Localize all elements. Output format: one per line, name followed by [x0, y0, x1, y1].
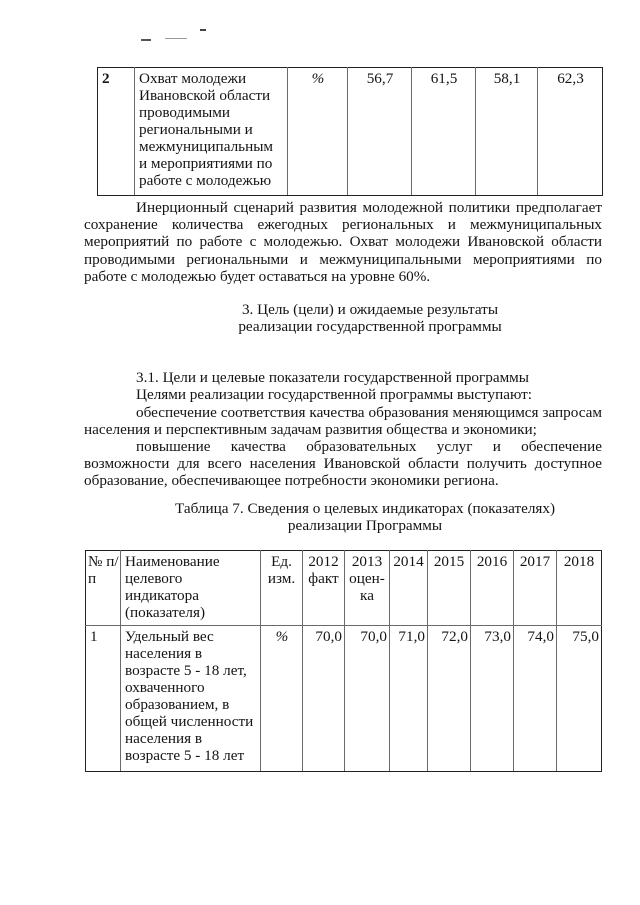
goal-item: обеспечение соответствия качества образования меняющимся запросам населения и перспективным задачам развития общества и экономики;: [84, 404, 602, 439]
indicator-name: Охват молодежи Ивановской области проводимыми региональными и межмуниципальным и мероприятиями по работе с молодежью: [135, 68, 288, 196]
goal-item: повышение качества образовательных услуг и обеспечение возможности для всего населения Ивановской области получить доступное образование, обеспечивающее потребности экономики региона.: [84, 438, 602, 490]
unit-cell: %: [261, 626, 303, 772]
section-3-1-title: 3.1. Цели и целевые показатели государственной программы: [136, 369, 529, 386]
table-header-row: [86, 551, 602, 626]
indicator-table-continuation: [97, 67, 603, 196]
header-2018: 2018: [557, 551, 602, 626]
value-2015: 72,0: [428, 626, 471, 772]
table-7: [85, 550, 602, 772]
header-2014: 2014: [390, 551, 428, 626]
header-unit: Ед. изм.: [261, 551, 303, 626]
scan-artifact: [200, 29, 206, 31]
value-cell: 62,3: [538, 68, 603, 196]
value-2018: 75,0: [557, 626, 602, 772]
goals-intro: Целями реализации государственной программы выступают:: [136, 386, 532, 403]
header-2016: 2016: [471, 551, 514, 626]
header-number: № п/п: [86, 551, 121, 626]
value-2014: 71,0: [390, 626, 428, 772]
table-row: [86, 626, 602, 772]
section-3-heading: 3. Цель (цели) и ожидаемые результаты реализации государственной программы: [238, 301, 502, 335]
table-row: [98, 68, 603, 196]
header-2017: 2017: [514, 551, 557, 626]
header-name: Наименование целевого индикатора (показателя): [121, 551, 261, 626]
inertial-scenario-paragraph: Инерционный сценарий развития молодежной политики предполагает сохранение количества ежегодных региональных и межмуниципальных мероприятий по работе с молодежью. Охват молодежи Ивановской области проводимыми региональными и межмуниципальными мероприятиями по работе с молодежью будет оставаться на уровне 60%.: [84, 199, 602, 285]
table-7-caption: Таблица 7. Сведения о целевых индикаторах (показателях) реализации Программы: [174, 500, 556, 534]
value-2012: 70,0: [303, 626, 345, 772]
value-cell: 56,7: [348, 68, 412, 196]
value-2013: 70,0: [345, 626, 390, 772]
scan-artifact: [165, 38, 187, 39]
value-cell: 58,1: [476, 68, 538, 196]
header-2012: 2012 факт: [303, 551, 345, 626]
value-cell: 61,5: [412, 68, 476, 196]
unit-cell: %: [288, 68, 348, 196]
header-2015: 2015: [428, 551, 471, 626]
indicator-name: Удельный вес населения в возрасте 5 - 18 лет, охваченного образованием, в общей численности населения в возрасте 5 - 18 лет: [121, 626, 261, 772]
value-2016: 73,0: [471, 626, 514, 772]
value-2017: 74,0: [514, 626, 557, 772]
header-2013: 2013 оцен-ка: [345, 551, 390, 626]
scan-artifact: [141, 39, 151, 41]
row-number: 2: [98, 68, 135, 196]
row-number: 1: [86, 626, 121, 772]
